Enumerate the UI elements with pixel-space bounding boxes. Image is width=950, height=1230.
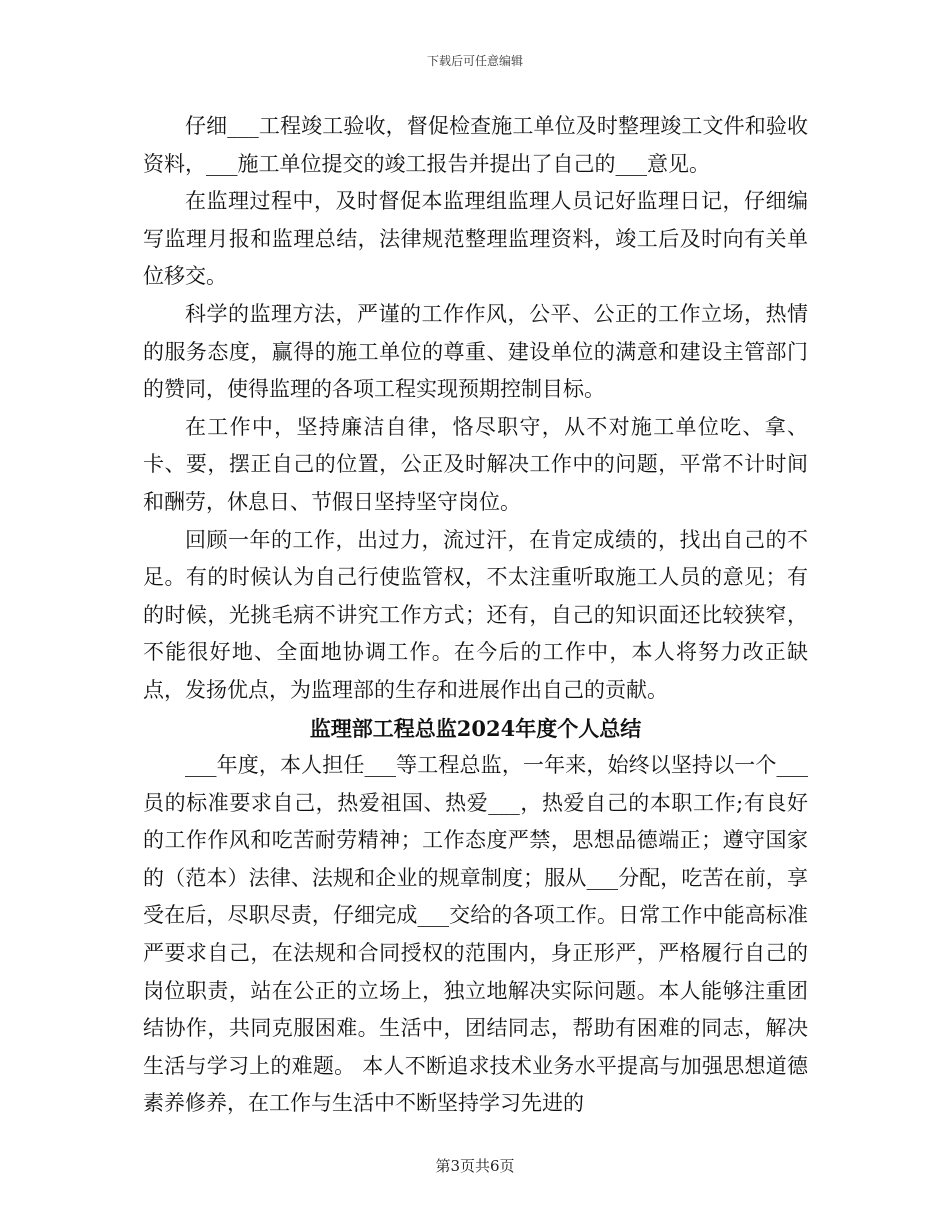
page-header-note: 下载后可任意编辑 [426, 54, 523, 68]
paragraph-acceptance: 仔细___工程竣工验收，督促检查施工单位及时整理竣工文件和验收资料，___施工单位提交的竣工报告并提出了自己的___意见。 [143, 114, 808, 176]
paragraph-review: 回顾一年的工作，出过力，流过汗，在肯定成绩的，找出自己的不足。有的时候认为自己行使监管权，不太注重听取施工人员的意见；有的时候，光挑毛病不讲究工作方式；还有，自己的知识面还比较狭窄，不能很好地、全面地协调工作。在今后的工作中，本人将努力改正缺点，发扬优点，为监理部的生存和进展作出自己的贡献。 [143, 527, 808, 702]
page-number: 第3页共6页 [435, 1157, 515, 1175]
document-body [143, 108, 808, 1123]
paragraph-supervision-records: 在监理过程中，及时督促本监理组监理人员记好监理日记，仔细编写监理月报和监理总结，法律规范整理监理资料，竣工后及时向有关单位移交。 [143, 189, 808, 289]
section-title: 监理部工程总监2024年度个人总结 [309, 715, 642, 741]
paragraph-annual-summary: ___年度，本人担任___等工程总监，一年来，始终以坚持以一个___员的标准要求自己，热爱祖国、热爱___，热爱自己的本职工作;有良好的工作作风和吃苦耐劳精神；工作态度严禁，思想品德端正；遵守国家的（范本）法律、法规和企业的规章制度；服从___分配，吃苦在前，享受在后，尽职尽责，仔细完成___交给的各项工作。日常工作中能高标准严要求自己，在法规和合同授权的范围内，身正形严，严格履行自己的岗位职责，站在公正的立场上，独立地解决实际问题。本人能够注重团结协作，共同克服困难。生活中，团结同志，帮助有困难的同志，解决生活与学习上的难题。 本人不断追求技术业务水平提高与加强思想道德素养修养，在工作与生活中不断坚持学习先进的 [143, 753, 808, 1116]
paragraph-integrity: 在工作中，坚持廉洁自律，恪尽职守，从不对施工单位吃、拿、卡、要，摆正自己的位置，公正及时解决工作中的问题，平常不计时间和酬劳，休息日、节假日坚持坚守岗位。 [143, 414, 808, 514]
paragraph-work-style: 科学的监理方法，严谨的工作作风，公平、公正的工作立场，热情的服务态度，赢得的施工单位的尊重、建设单位的满意和建设主管部门的赞同，使得监理的各项工程实现预期控制目标。 [143, 301, 808, 402]
